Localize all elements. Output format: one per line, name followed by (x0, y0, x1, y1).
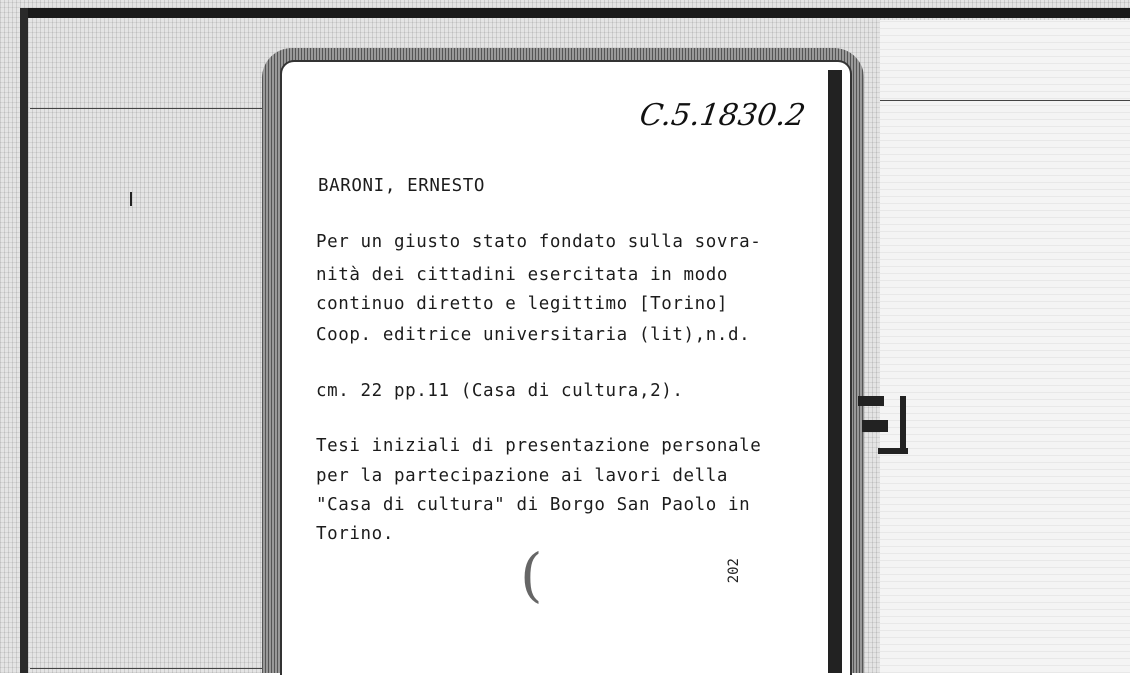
title-line: Per un giusto stato fondato sulla sovra- (316, 232, 762, 252)
scan-artifact-mark (862, 420, 888, 432)
handwritten-parenthesis-mark: ( (520, 541, 543, 609)
physical-description: cm. 22 pp.11 (Casa di cultura,2). (316, 381, 684, 401)
vertical-number: 202 (726, 558, 742, 584)
call-number: C.5.1830.2 (637, 98, 808, 133)
scan-artifact-line (880, 100, 1130, 101)
note-line: Tesi iniziali di presentazione personale (316, 436, 762, 456)
note-line: Torino. (316, 524, 394, 544)
scan-left-edge (20, 8, 28, 673)
scan-artifact-line (30, 108, 270, 109)
card-edge-shadow (828, 70, 842, 673)
scan-artifact-mark (130, 192, 132, 206)
title-line: Coop. editrice universitaria (lit),n.d. (316, 325, 751, 345)
scan-right-area (880, 20, 1130, 673)
scan-artifact-line (30, 668, 270, 669)
scan-top-edge (20, 8, 1130, 18)
note-line: "Casa di cultura" di Borgo San Paolo in (316, 495, 751, 515)
scan-artifact-mark (878, 448, 908, 454)
title-line: nità dei cittadini esercitata in modo (316, 265, 729, 285)
author-heading: BARONI, ERNESTO (318, 176, 486, 196)
scan-artifact-mark (900, 396, 906, 454)
note-line: per la partecipazione ai lavori della (316, 466, 729, 486)
scan-artifact-mark (858, 396, 884, 406)
catalog-card (280, 60, 852, 675)
title-line: continuo diretto e legittimo [Torino] (316, 294, 729, 314)
